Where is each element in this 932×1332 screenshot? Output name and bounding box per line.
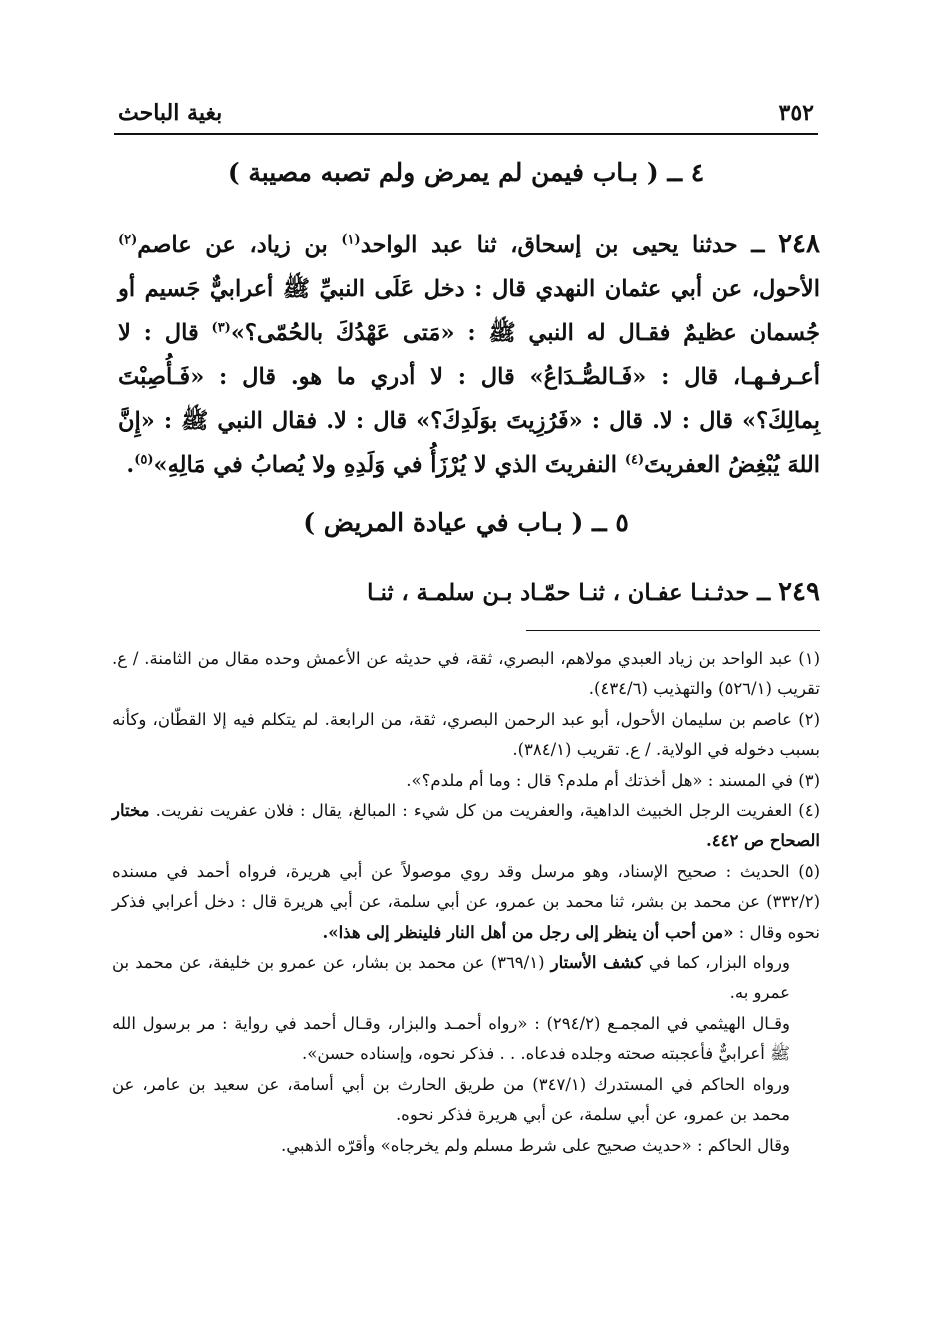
footnote-5-quote: «من أحب أن ينظر إلى رجل من أهل النار فلينظر إلى هذا». (322, 922, 734, 942)
hadith-249 (118, 570, 820, 615)
footnote-2: (٢) عاصم بن سليمان الأحول، أبو عبد الرحمن البصري، ثقة، من الرابعة. لم يتكلم فيه إلا القطّان، وكأنه بسبب دخوله في الولاية. / ع. تقريب (٣٨٤/١). (112, 709, 820, 760)
hadith-248-text-6: . (126, 452, 135, 478)
hadith-248 (118, 222, 820, 487)
hadith-248-text-3: الأحول، عن أبي عثمان النهدي قال : دخل عَلَى النبيِّ ﷺ أعرابيٌّ جَسيم أو جُسمان عظيمٌ فقـال له النبي ﷺ : «مَتى عَهْدُكَ بالحُمّى؟» (118, 276, 820, 346)
page-number: ٣٥٢ (778, 100, 814, 126)
footnote-5-text: (٥) الحديث : صحيح الإسناد، وهو مرسل وقد روي موصولاً عن أبي هريرة، فرواه أحمد في مسنده (٣٣٢/٢) عن محمد بن بشر، ثنا محمد بن عمرو، عن أبي سلمة، عن أبي هريرة قال : دخل أعرابي فذكر نحوه وقال : (112, 861, 820, 942)
page-header (118, 82, 814, 126)
hadith-249-number: ٢٤٩ (778, 577, 820, 607)
hadith-249-text: ــ حدثـنـا عفـان ، ثنـا حمّـاد بـن سلمـة ، ثنـا (367, 580, 779, 606)
footnote-5-hakim: ورواه الحاكم في المستدرك (٣٤٧/١) من طريق الحارث بن أبي أسامة، عن سعيد بن عامر، عن محمد بن عمرو، عن أبي سلمة، عن أبي هريرة فذكر نحوه. (112, 1074, 790, 1125)
footnote-ref-4[interactable]: (٤) (624, 452, 645, 468)
hadith-248-number: ٢٤٨ (778, 229, 820, 259)
footnote-ref-5[interactable]: (٥) (134, 452, 154, 468)
footnote-5-bazzar-text-2: (٣٦٩/١) عن محمد بن بشار، عن عمرو بن خليفة، عن محمد بن عمرو به. (112, 953, 790, 1003)
footnote-3: (٣) في المسند : «هل أخذتك أم ملدم؟ قال : وما أم ملدم؟». (406, 770, 820, 790)
hadith-248-text-4: قال : لا أعـرفـهـا، قال : «فَـالصُّـدَاعُ» قال : لا أدري ما هو. قال : «فَـأُصِبْتَ بِمالِكَ؟» قال : لا. قال : «فَرُزِيتَ بوَلَدِكَ؟» قال : لا. فقال النبي ﷺ : «إِنَّ اللهَ يُبْغِضُ العفريتَ (118, 320, 820, 478)
footnotes (112, 644, 820, 1161)
footnote-5-bazzar (112, 948, 820, 1009)
footnote-4-source: مختار الصحاح ص ٤٤٢. (112, 801, 820, 851)
footnote-5-bazzar-text-1: ورواه البزار، كما في (642, 953, 790, 973)
footnote-5-haythami: وقـال الهيثمي في المجمـع (٢٩٤/٢) : «رواه أحمـد والبزار، وقـال أحمد في رواية : مر برسول الله ﷺ أعرابيٌّ فأعجبته صحته وجلده فدعاه. . . فذكر نحوه، وإسناده حسن». (112, 1013, 790, 1064)
header-rule (114, 133, 818, 135)
footnote-5 (112, 857, 820, 948)
footnote-5-bazzar-source: كشف الأستار (550, 953, 643, 973)
hadith-248-text-1: ــ حدثنا يحيى بن إسحاق، ثنا عبد الواحد (360, 232, 779, 258)
footnote-ref-1[interactable]: (١) (341, 232, 361, 248)
book-title: بغية الباحث (118, 100, 223, 126)
chapter-5-title: ٥ ــ ( بـاب في عيادة المريض ) (303, 508, 629, 537)
chapter-4-title: ٤ ــ ( بـاب فيمن لم يمرض ولم تصبه مصيبة ) (227, 158, 705, 187)
footnotes-rule (526, 630, 820, 631)
footnote-ref-3[interactable]: (٣) (211, 320, 231, 336)
footnote-5-hakim-verdict: وقال الحاكم : «حديث صحيح على شرط مسلم ولم يخرجاه» وأقرّه الذهبي. (281, 1135, 790, 1155)
hadith-248-text-2: بن زياد، عن عاصم (137, 232, 342, 258)
footnote-ref-2[interactable]: (٢) (118, 232, 138, 248)
footnote-4 (112, 796, 820, 857)
hadith-248-text-5: النفريتَ الذي لا يُرْزَأُ في وَلَدِهِ ولا يُصابُ في مَالِهِ» (153, 452, 625, 478)
footnote-1: (١) عبد الواحد بن زياد العبدي مولاهم، البصري، ثقة، في حديثه عن الأعمش وحده مقال من الثامنة. / ع. تقريب (٥٢٦/١) والتهذيب (٤٣٤/٦). (112, 649, 820, 699)
footnote-4-text: (٤) العفريت الرجل الخبيث الداهية، والعفريت من كل شيء : المبالغ، يقال : فلان عفريت نفريت. (149, 801, 820, 821)
